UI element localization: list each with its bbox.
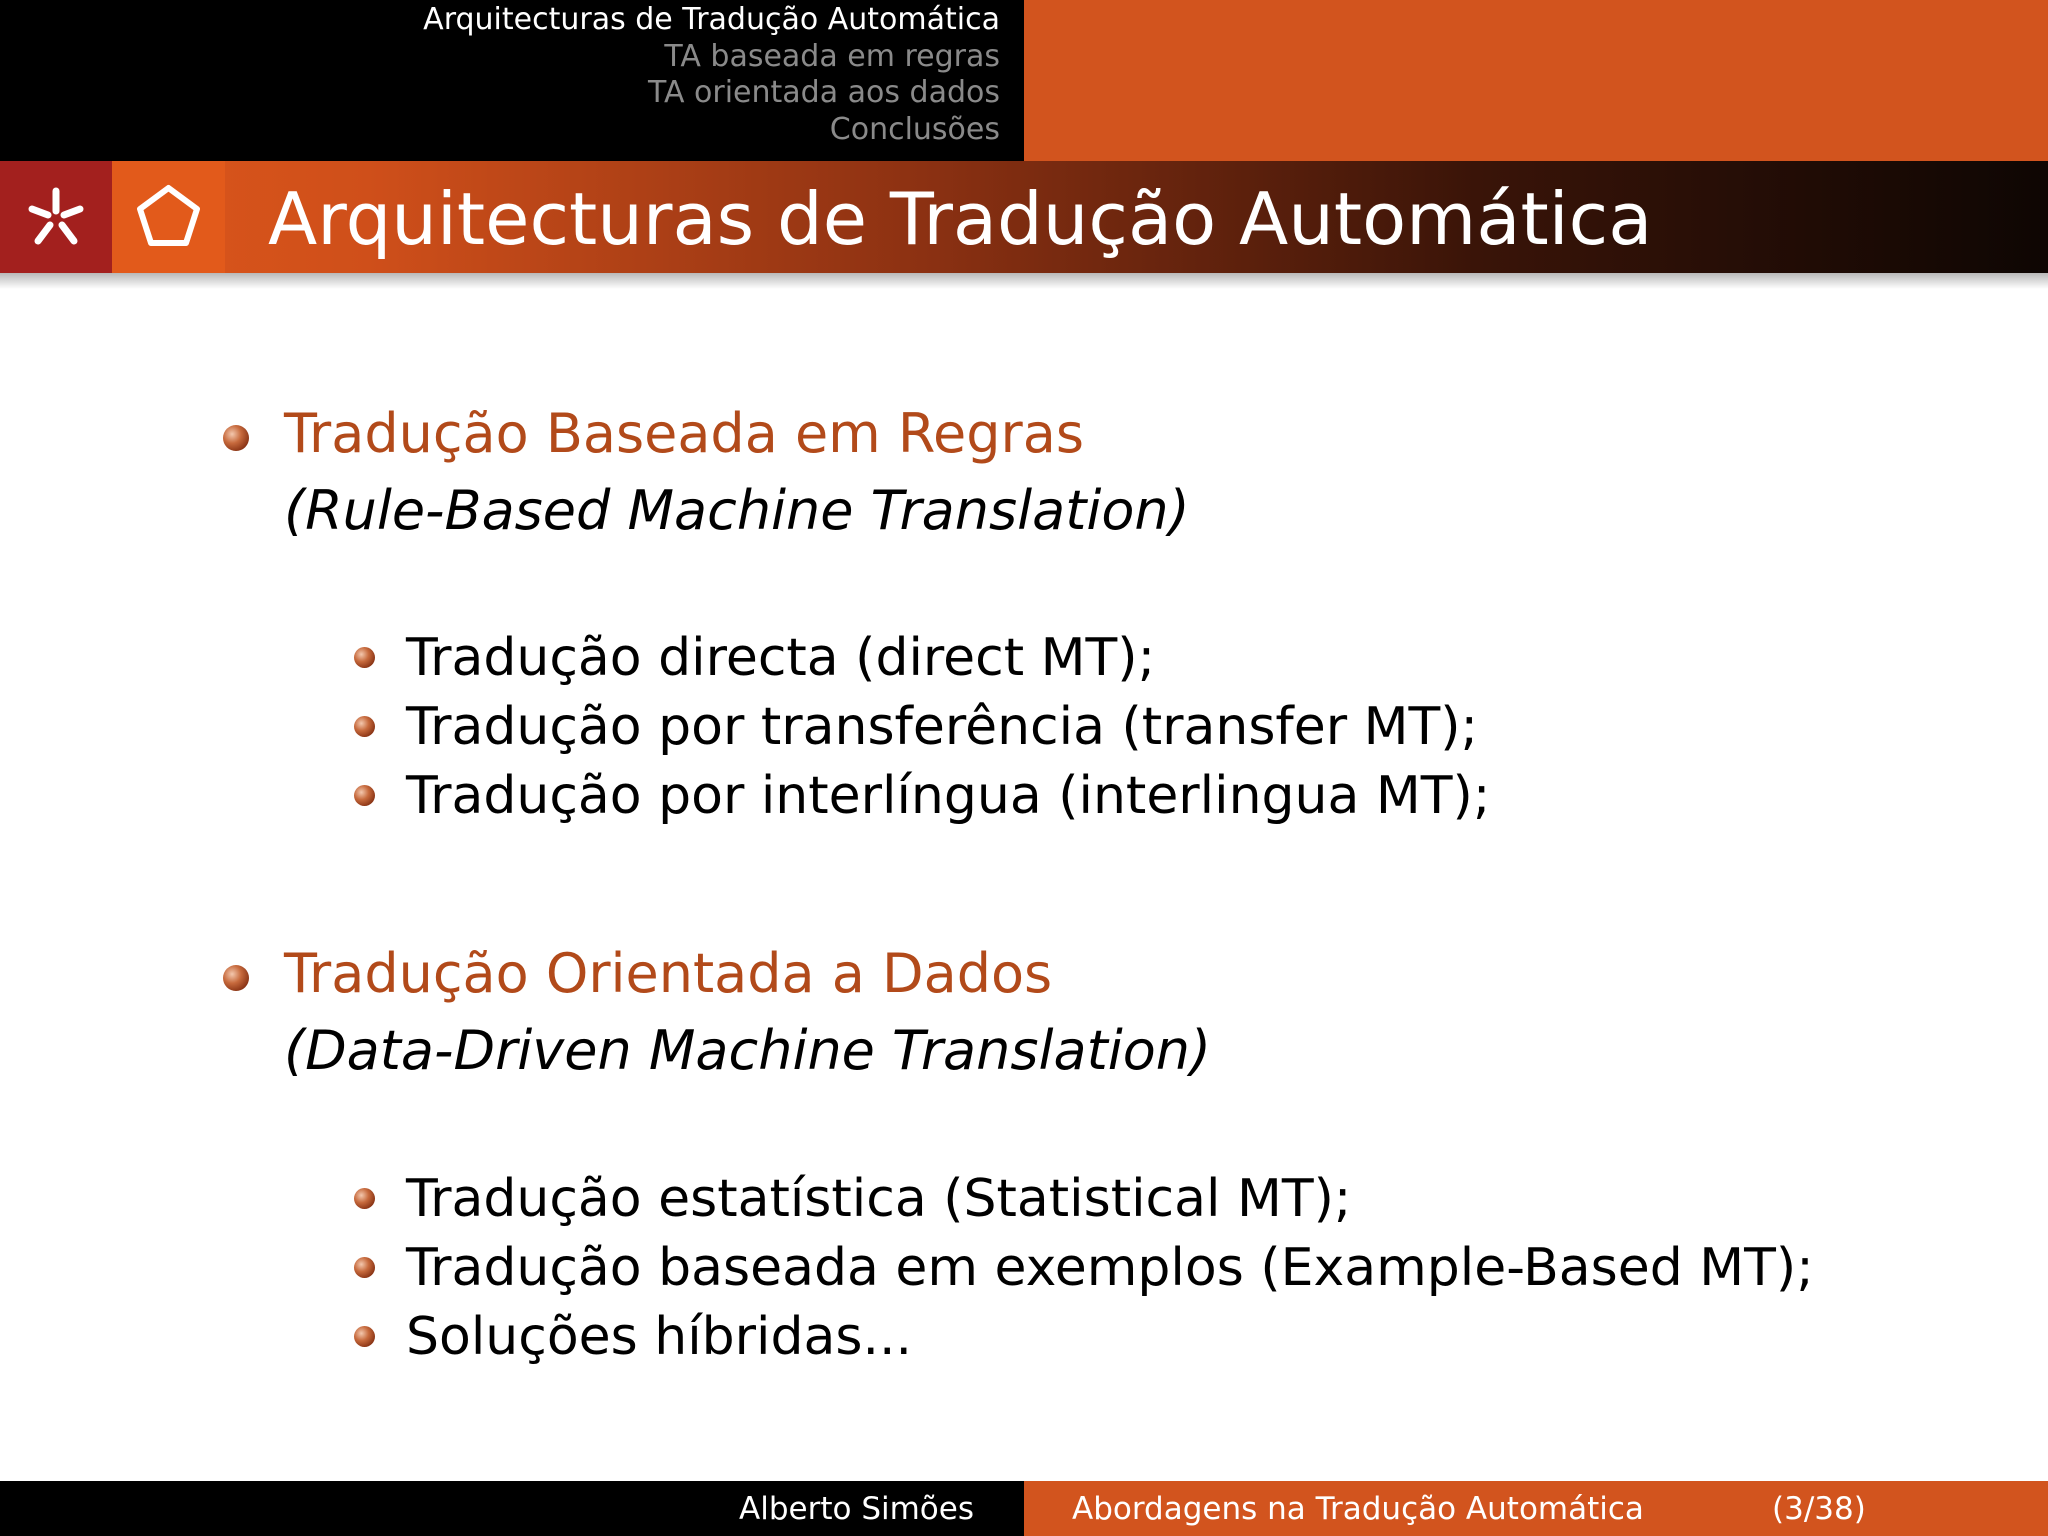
sphere-bullet-icon — [223, 965, 249, 991]
nav-section-ta-dados[interactable]: TA orientada aos dados — [647, 75, 1000, 110]
section-navigation — [423, 2, 1000, 148]
sphere-bullet-icon — [354, 1326, 375, 1347]
sphere-bullet-icon — [354, 647, 375, 668]
sphere-bullet-icon — [354, 716, 375, 737]
sphere-bullet-icon — [223, 425, 249, 451]
footer-title-panel — [1024, 1481, 2048, 1536]
header-accent-panel — [1024, 0, 2048, 161]
list-item: Tradução directa (direct MT); — [406, 628, 1156, 688]
university-logo — [0, 161, 112, 273]
sphere-bullet-icon — [354, 785, 375, 806]
section-heading-data-driven: Tradução Orientada a Dados — [284, 942, 1053, 1005]
footer-author-panel — [0, 1481, 1024, 1536]
list-item: Tradução estatística (Statistical MT); — [406, 1169, 1352, 1229]
footer-talk-title: Abordagens na Tradução Automática — [1072, 1491, 1644, 1527]
nav-section-conclusoes[interactable]: Conclusões — [829, 111, 1000, 147]
page-number: (3/38) — [1772, 1491, 1866, 1527]
list-item: Soluções híbridas... — [406, 1307, 913, 1367]
section-subtitle-data-driven: (Data-Driven Machine Translation) — [284, 1019, 1212, 1082]
sphere-bullet-icon — [354, 1188, 375, 1209]
pentagon-logo-icon — [112, 161, 225, 273]
list-item: Tradução por interlíngua (interlingua MT); — [406, 766, 1491, 826]
sphere-bullet-icon — [354, 1257, 375, 1278]
nav-section-arquitecturas[interactable]: Arquitecturas de Tradução Automática — [423, 2, 1000, 37]
section-subtitle-rule-based: (Rule-Based Machine Translation) — [284, 479, 1190, 542]
section-heading-rule-based: Tradução Baseada em Regras — [284, 402, 1084, 465]
footer-author: Alberto Simões — [739, 1491, 974, 1527]
slide-title: Arquitecturas de Tradução Automática — [268, 177, 1653, 261]
list-item: Tradução baseada em exemplos (Example-Based MT); — [406, 1238, 1814, 1298]
list-item: Tradução por transferência (transfer MT); — [406, 697, 1479, 757]
asterisk-logo-icon — [0, 161, 112, 273]
header-navigation-bar — [0, 0, 1024, 161]
school-logo — [112, 161, 225, 273]
nav-section-ta-regras[interactable]: TA baseada em regras — [664, 38, 1000, 74]
title-bar-shadow — [0, 273, 2048, 289]
